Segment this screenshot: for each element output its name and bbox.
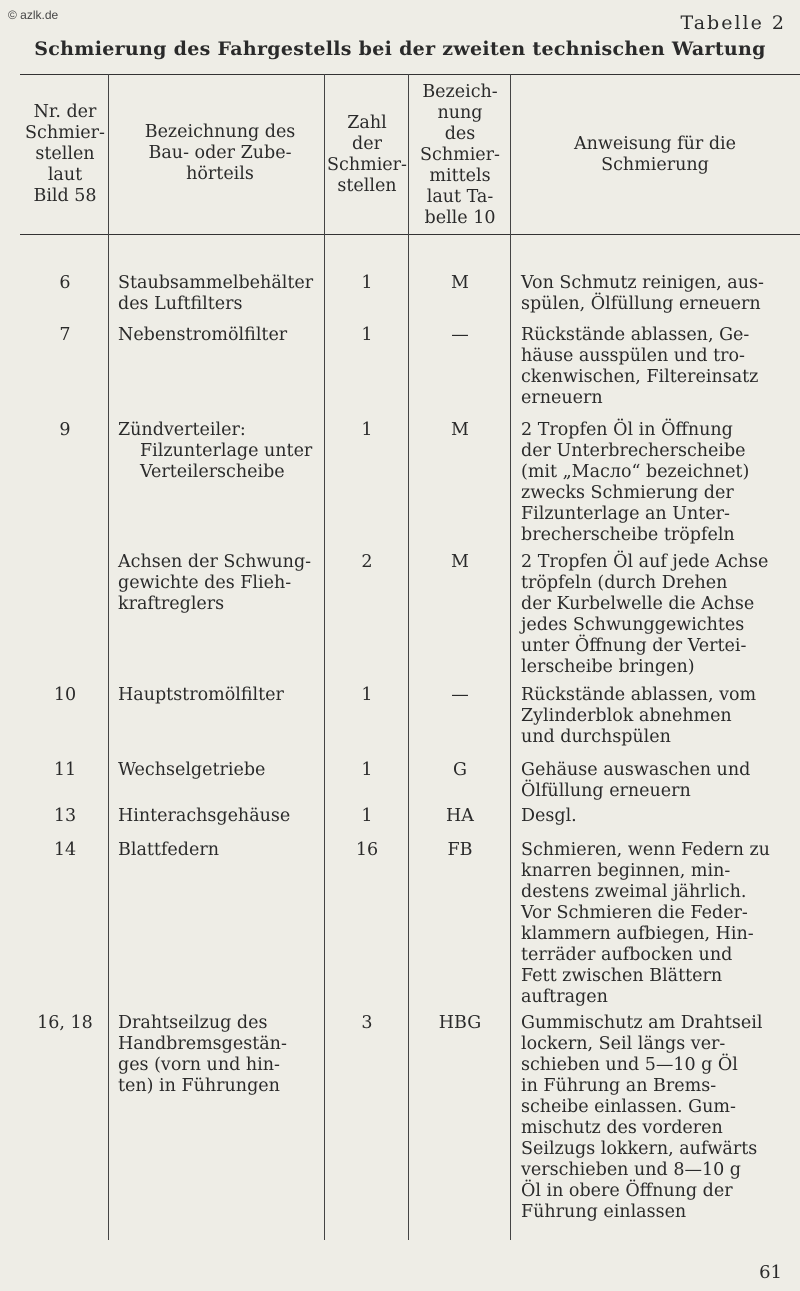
text-line: Handbremsgestän- (118, 1034, 287, 1054)
row-number: 10 (53, 685, 77, 705)
text-line: zwecks Schmierung der (521, 483, 734, 503)
text-line: Vor Schmieren die Feder- (521, 903, 748, 923)
text-line: knarren beginnen, min- (521, 861, 731, 881)
table-number: Tabelle 2 (680, 12, 786, 34)
text-line: Rückstände ablassen, Ge- (521, 325, 750, 345)
row-part (118, 760, 323, 781)
text-line: laut (47, 165, 83, 185)
text-line: 2 Tropfen Öl auf jede Achse (521, 552, 769, 572)
text-line: Achsen der Schwung- (118, 552, 312, 572)
row-part (118, 685, 323, 706)
row-instruction (521, 1013, 789, 1223)
text-line: Verteilerscheibe (140, 462, 285, 482)
text-line: Öl in obere Öffnung der (521, 1181, 733, 1201)
row-number: 11 (53, 760, 77, 780)
text-line: Nebenstromölfilter (118, 325, 288, 345)
text-line: Führung einlassen (521, 1202, 687, 1222)
text-line: ckenwischen, Filtereinsatz (521, 367, 759, 387)
text-line: belle 10 (424, 208, 496, 228)
row-lubricant: HBG (438, 1013, 482, 1033)
row-lubricant: M (451, 273, 469, 293)
text-line: terräder aufbocken und (521, 945, 733, 965)
text-line: Bezeichnung des (144, 122, 296, 142)
text-line: Wechselgetriebe (118, 760, 266, 780)
text-line: Bild 58 (33, 186, 97, 206)
text-line: der Kurbelwelle die Achse (521, 594, 755, 614)
text-line: unter Öffnung der Vertei- (521, 636, 747, 656)
text-line: stellen (35, 144, 95, 164)
row-number: 6 (59, 273, 71, 293)
text-line: brecherscheibe tröpfeln (521, 525, 735, 545)
text-line: gewichte des Flieh- (118, 573, 292, 593)
text-line: jedes Schwunggewichtes (521, 615, 745, 635)
text-line: in Führung an Brems- (521, 1076, 717, 1096)
text-line: Schmier- (25, 123, 105, 143)
row-number: 7 (59, 325, 71, 345)
row-count: 1 (361, 806, 373, 826)
text-line: Von Schmutz reinigen, aus- (521, 273, 764, 293)
text-line: der Unterbrecherscheibe (521, 441, 746, 461)
row-lubricant: M (451, 552, 469, 572)
row-lubricant: — (451, 685, 469, 705)
text-line: Bau- oder Zube- (148, 143, 292, 163)
row-number: 14 (53, 840, 77, 860)
text-line: schieben und 5—10 g Öl (521, 1055, 738, 1075)
column-divider (108, 74, 109, 1240)
text-line: Schmier- (420, 145, 500, 165)
text-line: Gehäuse auswaschen und (521, 760, 751, 780)
row-instruction (521, 552, 789, 678)
text-line: des (444, 124, 476, 144)
table-title: Schmierung des Fahrgestells bei der zweiten technischen Wartung (34, 38, 766, 60)
text-line: hörteils (186, 164, 254, 184)
row-count: 1 (361, 325, 373, 345)
row-part (118, 552, 323, 615)
text-line: Bezeich- (422, 82, 498, 102)
text-line: ges (vorn und hin- (118, 1055, 280, 1075)
text-line: laut Ta- (426, 187, 494, 207)
row-count: 1 (361, 685, 373, 705)
row-part (118, 325, 323, 346)
text-line: erneuern (521, 388, 603, 408)
text-line: Blattfedern (118, 840, 219, 860)
watermark: © azlk.de (8, 8, 59, 22)
text-line: des Luftfilters (118, 294, 243, 314)
text-line: Schmier- (327, 155, 407, 175)
text-line: der (352, 134, 382, 154)
header-instruction (521, 134, 789, 176)
column-divider (324, 74, 325, 1240)
column-divider (408, 74, 409, 1240)
row-part (118, 1013, 323, 1097)
row-part (118, 273, 323, 315)
header-number (22, 102, 108, 207)
text-line: spülen, Ölfüllung erneuern (521, 294, 761, 314)
row-lubricant: HA (446, 806, 474, 826)
column-divider (510, 74, 511, 1240)
top-rule (20, 74, 800, 75)
text-line: Anweisung für die (574, 134, 736, 154)
row-lubricant: — (451, 325, 469, 345)
row-instruction (521, 420, 789, 546)
text-line: Drahtseilzug des (118, 1013, 268, 1033)
row-number: 9 (59, 420, 71, 440)
text-line: Zündverteiler: (118, 420, 246, 440)
text-line: Hauptstromölfilter (118, 685, 284, 705)
page-number: 61 (759, 1262, 782, 1283)
text-line: auftragen (521, 987, 608, 1007)
text-line: Gummischutz am Drahtseil (521, 1013, 763, 1033)
text-line: Staubsammelbehälter (118, 273, 314, 293)
row-count: 2 (361, 552, 373, 572)
text-line: mittels (429, 166, 491, 186)
text-line: lerscheibe bringen) (521, 657, 695, 677)
text-line: Ölfüllung erneuern (521, 781, 691, 801)
row-instruction (521, 685, 789, 748)
row-part (118, 840, 323, 861)
text-line: häuse ausspülen und tro- (521, 346, 745, 366)
text-line: Hinterachsgehäuse (118, 806, 291, 826)
row-count: 1 (361, 420, 373, 440)
row-count: 3 (361, 1013, 373, 1033)
row-lubricant: G (453, 760, 467, 780)
text-line: Desgl. (521, 806, 577, 826)
row-number: 16, 18 (37, 1013, 93, 1033)
text-line: tröpfeln (durch Drehen (521, 573, 728, 593)
row-instruction (521, 273, 789, 315)
text-line: scheibe einlassen. Gum- (521, 1097, 736, 1117)
row-instruction (521, 760, 789, 802)
header-part (120, 122, 320, 185)
row-count: 16 (355, 840, 379, 860)
text-line: kraftreglers (118, 594, 225, 614)
text-line: (mit „Масло“ bezeichnet) (521, 462, 750, 482)
text-line: Nr. der (33, 102, 97, 122)
text-line: und durchspülen (521, 727, 671, 747)
header-lubricant (410, 82, 510, 229)
text-line: ten) in Führungen (118, 1076, 280, 1096)
text-line: Zahl (347, 113, 387, 133)
text-line: klammern aufbiegen, Hin- (521, 924, 754, 944)
header-rule (20, 234, 800, 235)
row-instruction (521, 325, 789, 409)
row-number: 13 (53, 806, 77, 826)
text-line: stellen (337, 176, 397, 196)
text-line: Rückstände ablassen, vom (521, 685, 757, 705)
row-part (118, 806, 323, 827)
text-line: verschieben und 8—10 g (521, 1160, 741, 1180)
text-line: Schmieren, wenn Federn zu (521, 840, 770, 860)
text-line: destens zweimal jährlich. (521, 882, 747, 902)
text-line: nung (437, 103, 483, 123)
text-line: Fett zwischen Blättern (521, 966, 723, 986)
text-line: mischutz des vorderen (521, 1118, 723, 1138)
text-line: 2 Tropfen Öl in Öffnung (521, 420, 733, 440)
text-line: Filzunterlage unter (140, 441, 313, 461)
header-count (326, 113, 408, 197)
row-count: 1 (361, 760, 373, 780)
row-instruction (521, 840, 789, 1008)
text-line: Seilzugs lokkern, aufwärts (521, 1139, 758, 1159)
row-lubricant: FB (447, 840, 473, 860)
text-line: Zylinderblok abnehmen (521, 706, 732, 726)
row-lubricant: M (451, 420, 469, 440)
row-part (118, 420, 323, 483)
row-instruction (521, 806, 789, 827)
row-count: 1 (361, 273, 373, 293)
text-line: lockern, Seil längs ver- (521, 1034, 726, 1054)
text-line: Schmierung (601, 155, 709, 175)
text-line: Filzunterlage an Unter- (521, 504, 730, 524)
